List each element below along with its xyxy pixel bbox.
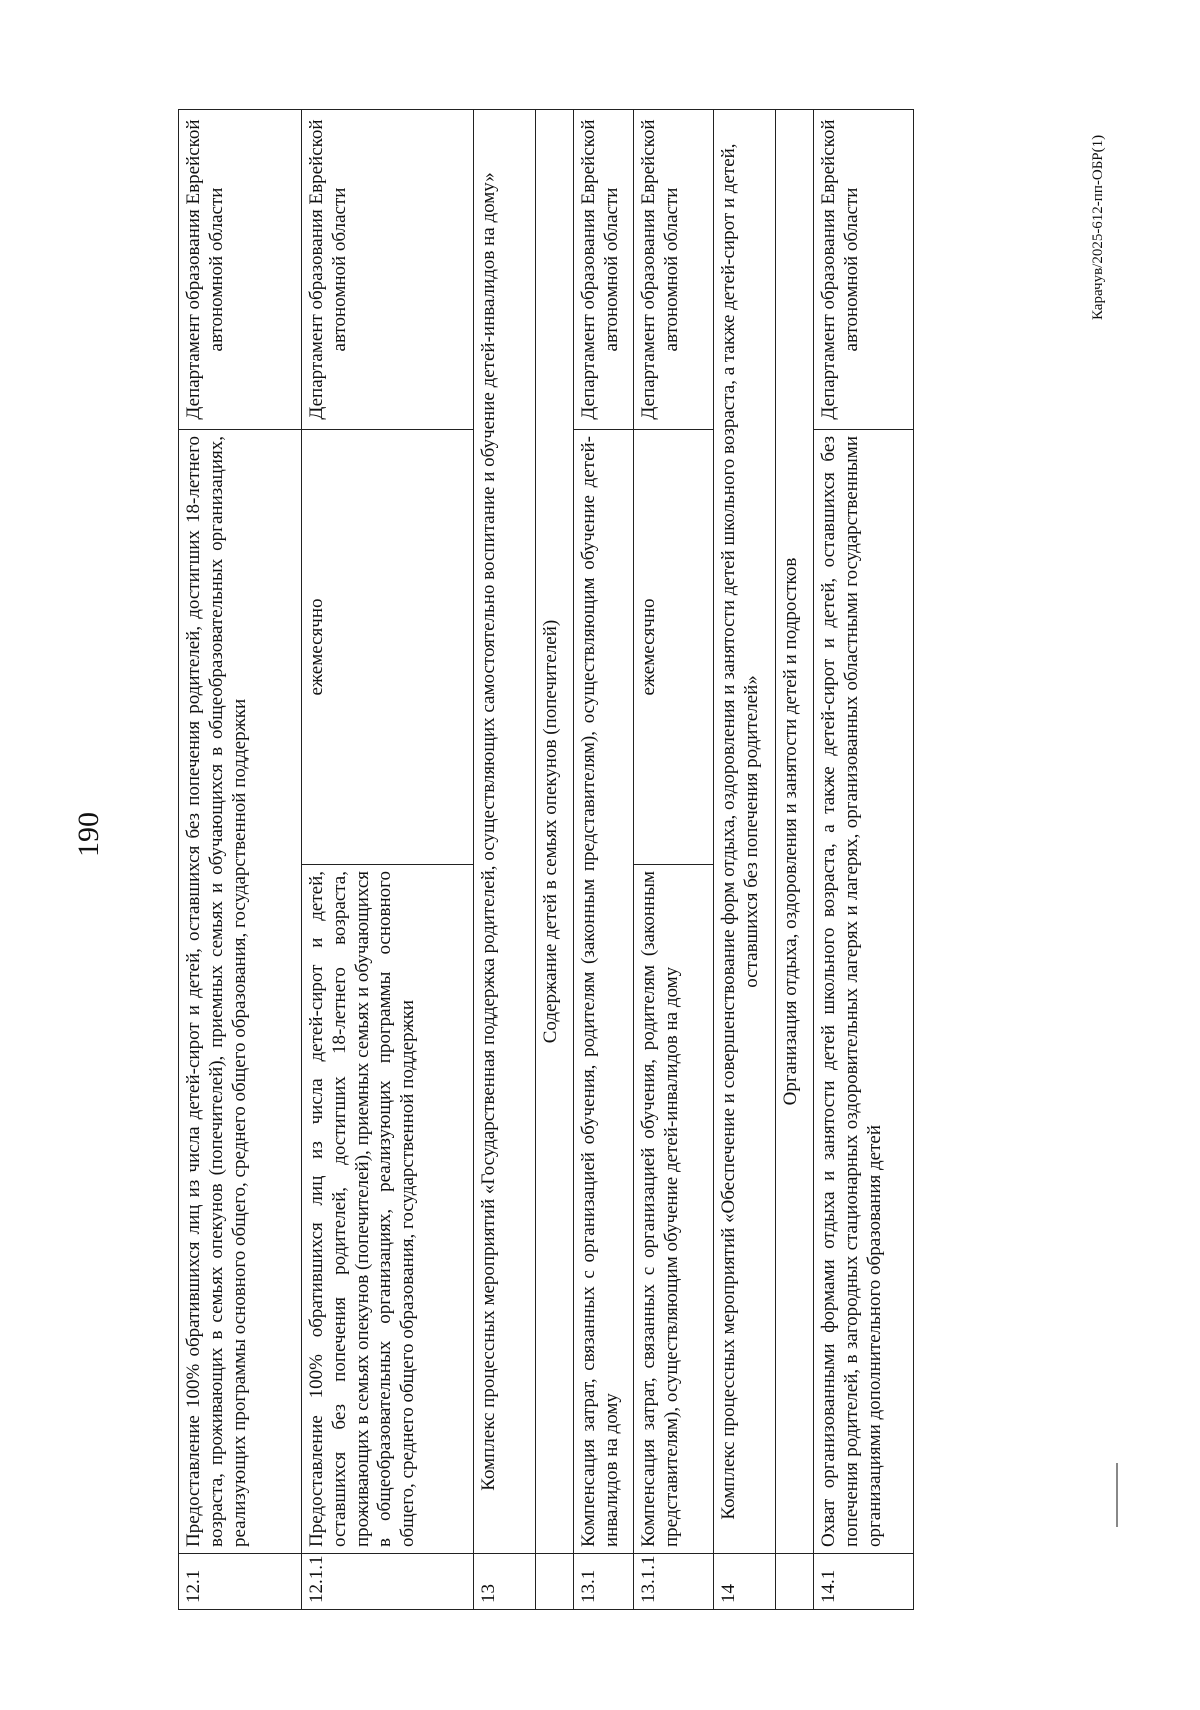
empty-cell (536, 1554, 574, 1610)
responsible-department: Департамент образования Еврейской автономной области (179, 110, 302, 430)
row-number: 12.1.1 (302, 1554, 474, 1610)
rotated-table-container (178, 110, 1048, 1610)
row-frequency: ежемесячно (302, 430, 474, 865)
row-number: 13.1 (574, 1554, 634, 1610)
table-row-13-1-1 (634, 110, 714, 1610)
table-row-12-1 (179, 110, 302, 1610)
row-number: 12.1 (179, 1554, 302, 1610)
table-row-14 (714, 110, 776, 1610)
responsible-department: Департамент образования Еврейской автономной области (634, 110, 714, 430)
table-subsection-14 (776, 110, 814, 1610)
subsection-title: Организация отдыха, оздоровления и занятости детей и подростков (776, 110, 814, 1554)
row-number: 14 (714, 1554, 776, 1610)
row-number: 14.1 (814, 1554, 914, 1610)
row-description: Предоставление 100% обратившихся лиц из числа детей-сирот и детей, оставшихся без попечения родителей, достигших 18-летнего возраста, проживающих в семьях опекунов (попечителей), приемных семьях и обучающихся в общеобразовательных организациях, реализующих программы основного общего, среднего общего образования, государственной поддержки (302, 865, 474, 1554)
responsible-department: Департамент образования Еврейской автономной области (814, 110, 914, 430)
table-row-14-1 (814, 110, 914, 1610)
responsible-department: Департамент образования Еврейской автономной области (302, 110, 474, 430)
measures-table (178, 109, 914, 1610)
row-number: 13 (474, 1554, 536, 1610)
row-frequency: ежемесячно (634, 430, 714, 865)
table-row-13 (474, 110, 536, 1610)
row-description: Охват организованными формами отдыха и занятости детей школьного возраста, а также детей-сирот и детей, оставшихся без попечения родителей, в загородных стационарных оздоровительных лагерях и лагерях, организованных областными государственными организациями дополнительного образования детей (814, 430, 914, 1554)
row-description: Компенсация затрат, связанных с организацией обучения, родителям (законным представителям), осуществляющим обучение детей-инвалидов на дому (634, 865, 714, 1554)
responsible-department: Департамент образования Еврейской автономной области (574, 110, 634, 430)
section-title: Комплекс процессных мероприятий «Обеспечение и совершенствование форм отдыха, оздоровления и занятости детей школьного возраста, а также детей-сирот и детей, оставшихся без попечения родителей» (714, 110, 776, 1554)
row-description: Предоставление 100% обратившихся лиц из числа детей-сирот и детей, оставшихся без попечения родителей, достигших 18-летнего возраста, проживающих в семьях опекунов (попечителей), приемных семьях и обучающихся в общеобразовательных организациях, реализующих программы основного общего, среднего общего образования, государственной поддержки (179, 430, 302, 1554)
table-row-13-1 (574, 110, 634, 1610)
empty-cell (776, 1554, 814, 1610)
table-subsection-13 (536, 110, 574, 1610)
page-number: 190 (72, 812, 105, 857)
subsection-title: Содержание детей в семьях опекунов (попечителей) (536, 110, 574, 1554)
row-number: 13.1.1 (634, 1554, 714, 1610)
table-row-12-1-1 (302, 110, 474, 1610)
row-description: Компенсация затрат, связанных с организацией обучения, родителям (законным представителям), осуществляющим обучение детей-инвалидов на дому (574, 430, 634, 1554)
document-footer-code: Карачув/2025-612-пп-ОБР(1) (1090, 134, 1106, 320)
margin-mark (1116, 1463, 1118, 1527)
section-title: Комплекс процессных мероприятий «Государственная поддержка родителей, осуществляющих самостоятельно воспитание и обучение детей-инвалидов на дому» (474, 110, 536, 1554)
